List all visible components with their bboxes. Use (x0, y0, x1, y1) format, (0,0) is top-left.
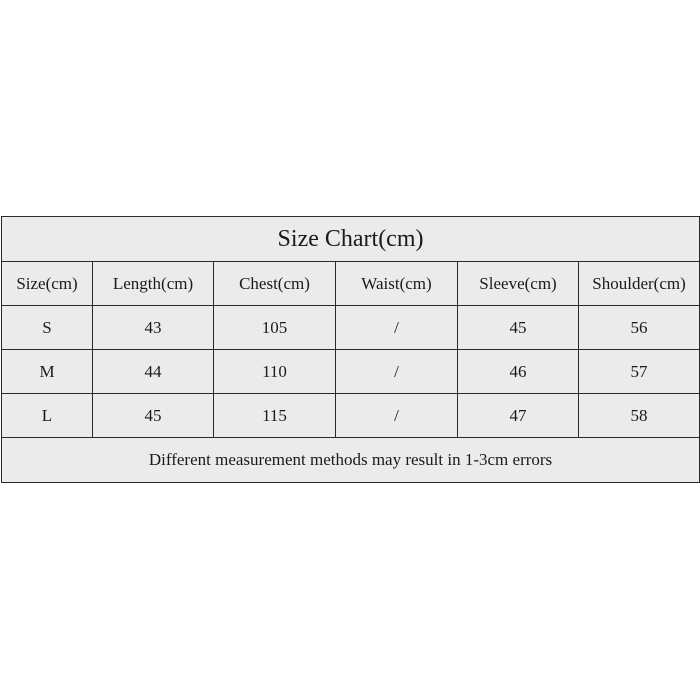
cell-chest: 115 (214, 394, 336, 438)
cell-size: L (2, 394, 93, 438)
table-title: Size Chart(cm) (2, 217, 700, 262)
cell-sleeve: 46 (458, 350, 579, 394)
measurement-note: Different measurement methods may result in 1-3cm errors (2, 438, 700, 483)
header-shoulder: Shoulder(cm) (579, 262, 700, 306)
cell-waist: / (336, 350, 458, 394)
cell-size: M (2, 350, 93, 394)
cell-chest: 110 (214, 350, 336, 394)
table-row (2, 306, 700, 350)
table-row (2, 350, 700, 394)
header-length: Length(cm) (93, 262, 214, 306)
table-row (2, 394, 700, 438)
cell-shoulder: 57 (579, 350, 700, 394)
cell-sleeve: 45 (458, 306, 579, 350)
cell-waist: / (336, 306, 458, 350)
cell-sleeve: 47 (458, 394, 579, 438)
cell-length: 43 (93, 306, 214, 350)
title-row (2, 217, 700, 262)
note-row (2, 438, 700, 483)
header-size: Size(cm) (2, 262, 93, 306)
size-chart-table (1, 216, 700, 483)
cell-waist: / (336, 394, 458, 438)
cell-size: S (2, 306, 93, 350)
cell-shoulder: 58 (579, 394, 700, 438)
header-chest: Chest(cm) (214, 262, 336, 306)
cell-chest: 105 (214, 306, 336, 350)
cell-length: 45 (93, 394, 214, 438)
header-sleeve: Sleeve(cm) (458, 262, 579, 306)
cell-shoulder: 56 (579, 306, 700, 350)
header-row (2, 262, 700, 306)
cell-length: 44 (93, 350, 214, 394)
header-waist: Waist(cm) (336, 262, 458, 306)
